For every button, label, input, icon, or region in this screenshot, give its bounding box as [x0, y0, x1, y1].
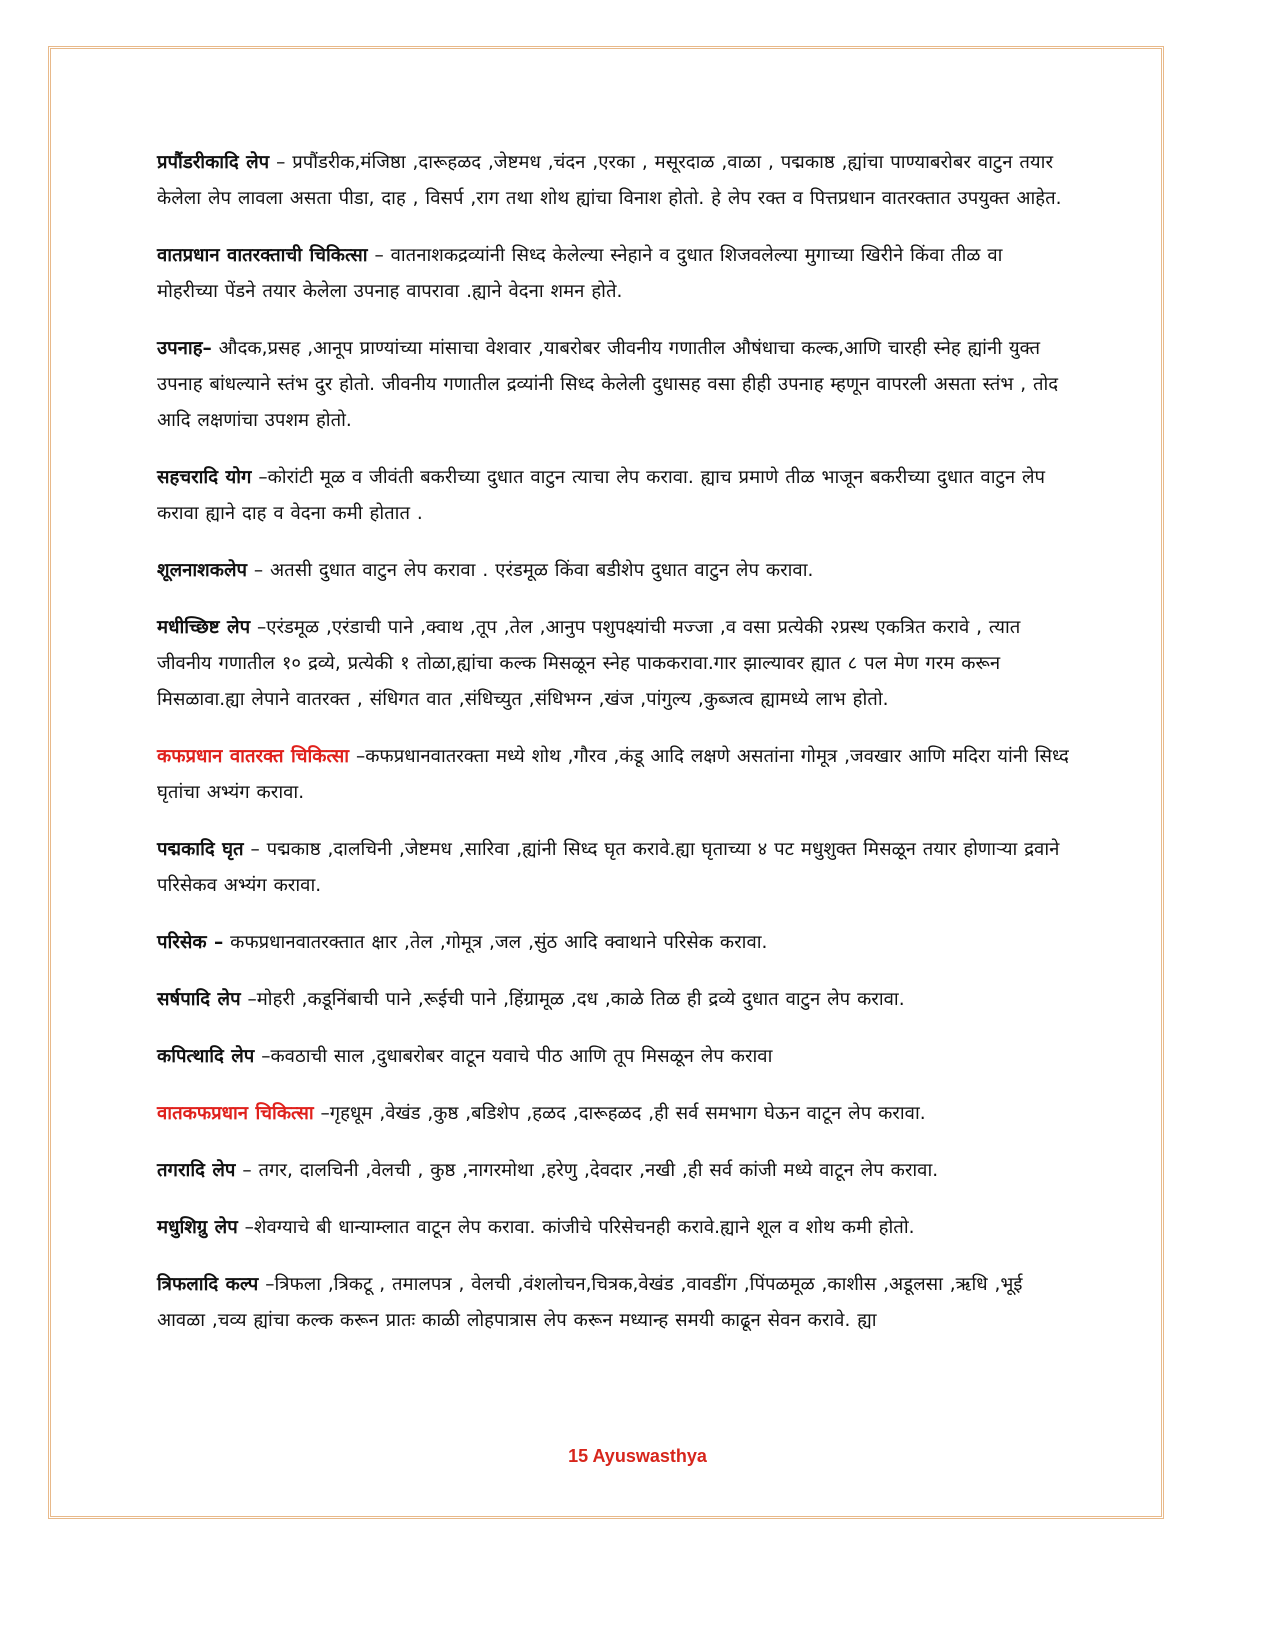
paragraph — [157, 739, 1069, 811]
paragraph-term: सहचरादि योग — [157, 467, 252, 488]
paragraph-text: –शेवग्याचे बी धान्याम्लात वाटून लेप करावा. कांजीचे परिसेचनही करावे.ह्याने शूल व शोथ कमी होतो. — [237, 1217, 915, 1238]
paragraph — [157, 1210, 1069, 1246]
document-body — [157, 145, 1069, 1360]
paragraph — [157, 1039, 1069, 1075]
paragraph-text: कफप्रधानवातरक्तात क्षार ,तेल ,गोमूत्र ,जल ,सुंठ आदि क्वाथाने परिसेक करावा. — [223, 932, 768, 953]
paragraph-term: प्रपौंडरीकादि लेप — [157, 152, 270, 173]
paragraph-text: –कफप्रधानवातरक्ता मध्ये शोथ ,गौरव ,कंडू आदि लक्षणे असतांना गोमूत्र ,जवखार आणि मदिरा यांनी सिध्द घृतांचा अभ्यंग करावा. — [157, 746, 1069, 803]
paragraph — [157, 925, 1069, 961]
paragraph — [157, 982, 1069, 1018]
paragraph-text: –गृहधूम ,वेखंड ,कुष्ठ ,बडिशेप ,हळद ,दारूहळद ,ही सर्व समभाग घेऊन वाटून लेप करावा. — [313, 1103, 926, 1124]
paragraph-text: – वातनाशकद्रव्यांनी सिध्द केलेल्या स्नेहाने व दुधात शिजवलेल्या मुगाच्या खिरीने किंवा तीळ वा मोहरीच्या पेंडने तयार केलेला उपनाह वापरावा .ह्याने वेदना शमन होते. — [157, 245, 1003, 302]
paragraph-term: त्रिफलादि कल्प — [157, 1274, 259, 1295]
paragraph-term: कपित्थादि लेप — [157, 1046, 255, 1067]
paragraph-term: वातप्रधान वातरक्ताची चिकित्सा — [157, 245, 368, 266]
paragraph — [157, 832, 1069, 904]
paragraph — [157, 238, 1069, 310]
paragraph-term: सर्षपादि लेप — [157, 989, 241, 1010]
paragraph-term: परिसेक – — [157, 932, 224, 953]
paragraph-term: मधीच्छिष्ट लेप — [157, 617, 251, 638]
paragraph-text: – तगर, दालचिनी ,वेलची , कुष्ठ ,नागरमोथा ,हरेणु ,देवदार ,नखी ,ही सर्व कांजी मध्ये वाटून लेप करावा. — [235, 1160, 939, 1181]
paragraph — [157, 1153, 1069, 1189]
paragraph-text: – प्रपौंडरीक,मंजिष्ठा ,दारूहळद ,जेष्टमध ,चंदन ,एरका , मसूरदाळ ,वाळा , पद्मकाष्ठ ,ह्यांचा पाण्याबरोबर वाटुन तयार केलेला लेप लावला असता पीडा, दाह , विसर्प ,राग तथा शोथ ह्यांचा विनाश होतो. हे लेप रक्त व पित्तप्रधान वातरक्तात उपयुक्त आहेत. — [157, 152, 1062, 209]
paragraph-term: पद्मकादि घृत — [157, 839, 244, 860]
paragraph-text: –कवठाची साल ,दुधाबरोबर वाटून यवाचे पीठ आणि तूप मिसळून लेप करावा — [254, 1046, 773, 1067]
paragraph — [157, 553, 1069, 589]
paragraph-term: मधुशिग्रु लेप — [157, 1217, 238, 1238]
paragraph-term-highlighted: कफप्रधान वातरक्त चिकित्सा — [157, 746, 350, 767]
paragraph-text: –मोहरी ,कडूनिंबाची पाने ,रूईची पाने ,हिंग्रामूळ ,दध ,काळे तिळ ही द्रव्ये दुधात वाटुन लेप करावा. — [240, 989, 905, 1010]
paragraph — [157, 1267, 1069, 1339]
paragraph-text: –त्रिफला ,त्रिकटू , तमालपत्र , वेलची ,वंशलोचन,चित्रक,वेखंड ,वावडींग ,पिंपळमूळ ,काशीस ,अडूलसा ,ऋधि ,भूई आवळा ,चव्य ह्यांचा कल्क करून प्रातः काळी लोहपात्रास लेप करून मध्यान्ह समयी काढून सेवन करावे. ह्या — [157, 1274, 1023, 1331]
paragraph-text: – पद्मकाष्ठ ,दालचिनी ,जेष्टमध ,सारिवा ,ह्यांनी सिध्द घृत करावे.ह्या घृताच्या ४ पट मधुशुक्त मिसळून तयार होणाऱ्या द्रवाने परिसेकव अभ्यंग करावा. — [157, 839, 1060, 896]
paragraph-term: तगरादि लेप — [157, 1160, 236, 1181]
paragraph-term-highlighted: वातकफप्रधान चिकित्सा — [157, 1103, 314, 1124]
paragraph-text: औदक,प्रसह ,आनूप प्राण्यांच्या मांसाचा वेशवार ,याबरोबर जीवनीय गणातील औषंधाचा कल्क,आणि चारही स्नेह ह्यांनी युक्त उपनाह बांधल्याने स्तंभ दुर होतो. जीवनीय गणातील द्रव्यांनी सिध्द केलेली दुधासह वसा हीही उपनाह म्हणून वापरली असता स्तंभ , तोद आदि लक्षणांचा उपशम होतो. — [157, 338, 1059, 431]
paragraph-text: –कोरांटी मूळ व जीवंती बकरीच्या दुधात वाटुन त्याचा लेप करावा. ह्याच प्रमाणे तीळ भाजून बकरीच्या दुधात वाटुन लेप करावा ह्याने दाह व वेदना कमी होतात . — [157, 467, 1046, 524]
paragraph — [157, 145, 1069, 217]
paragraph — [157, 331, 1069, 439]
paragraph — [157, 460, 1069, 532]
paragraph-term: शूलनाशकलेप — [157, 560, 248, 581]
page-footer: 15 Ayuswasthya — [568, 1446, 707, 1466]
paragraph — [157, 610, 1069, 718]
paragraph-term: उपनाह– — [157, 338, 212, 359]
paragraph-text: –एरंडमूळ ,एरंडाची पाने ,क्वाथ ,तूप ,तेल ,आनुप पशुपक्ष्यांची मज्जा ,व वसा प्रत्येकी २प्रस्थ एकत्रित करावे , त्यात जीवनीय गणातील १० द्रव्ये, प्रत्येकी १ तोळा,ह्यांचा कल्क मिसळून स्नेह पाककरावा.गार झाल्यावर ह्यात ८ पल मेण गरम करून मिसळावा.ह्या लेपाने वातरक्त , संधिगत वात ,संधिच्युत ,संधिभग्न ,खंज ,पांगुल्य ,कुब्जत्व ह्यामध्ये लाभ होतो. — [157, 617, 1021, 710]
paragraph — [157, 1096, 1069, 1132]
paragraph-text: – अतसी दुधात वाटुन लेप करावा . एरंडमूळ किंवा बडीशेप दुधात वाटुन लेप करावा. — [247, 560, 814, 581]
